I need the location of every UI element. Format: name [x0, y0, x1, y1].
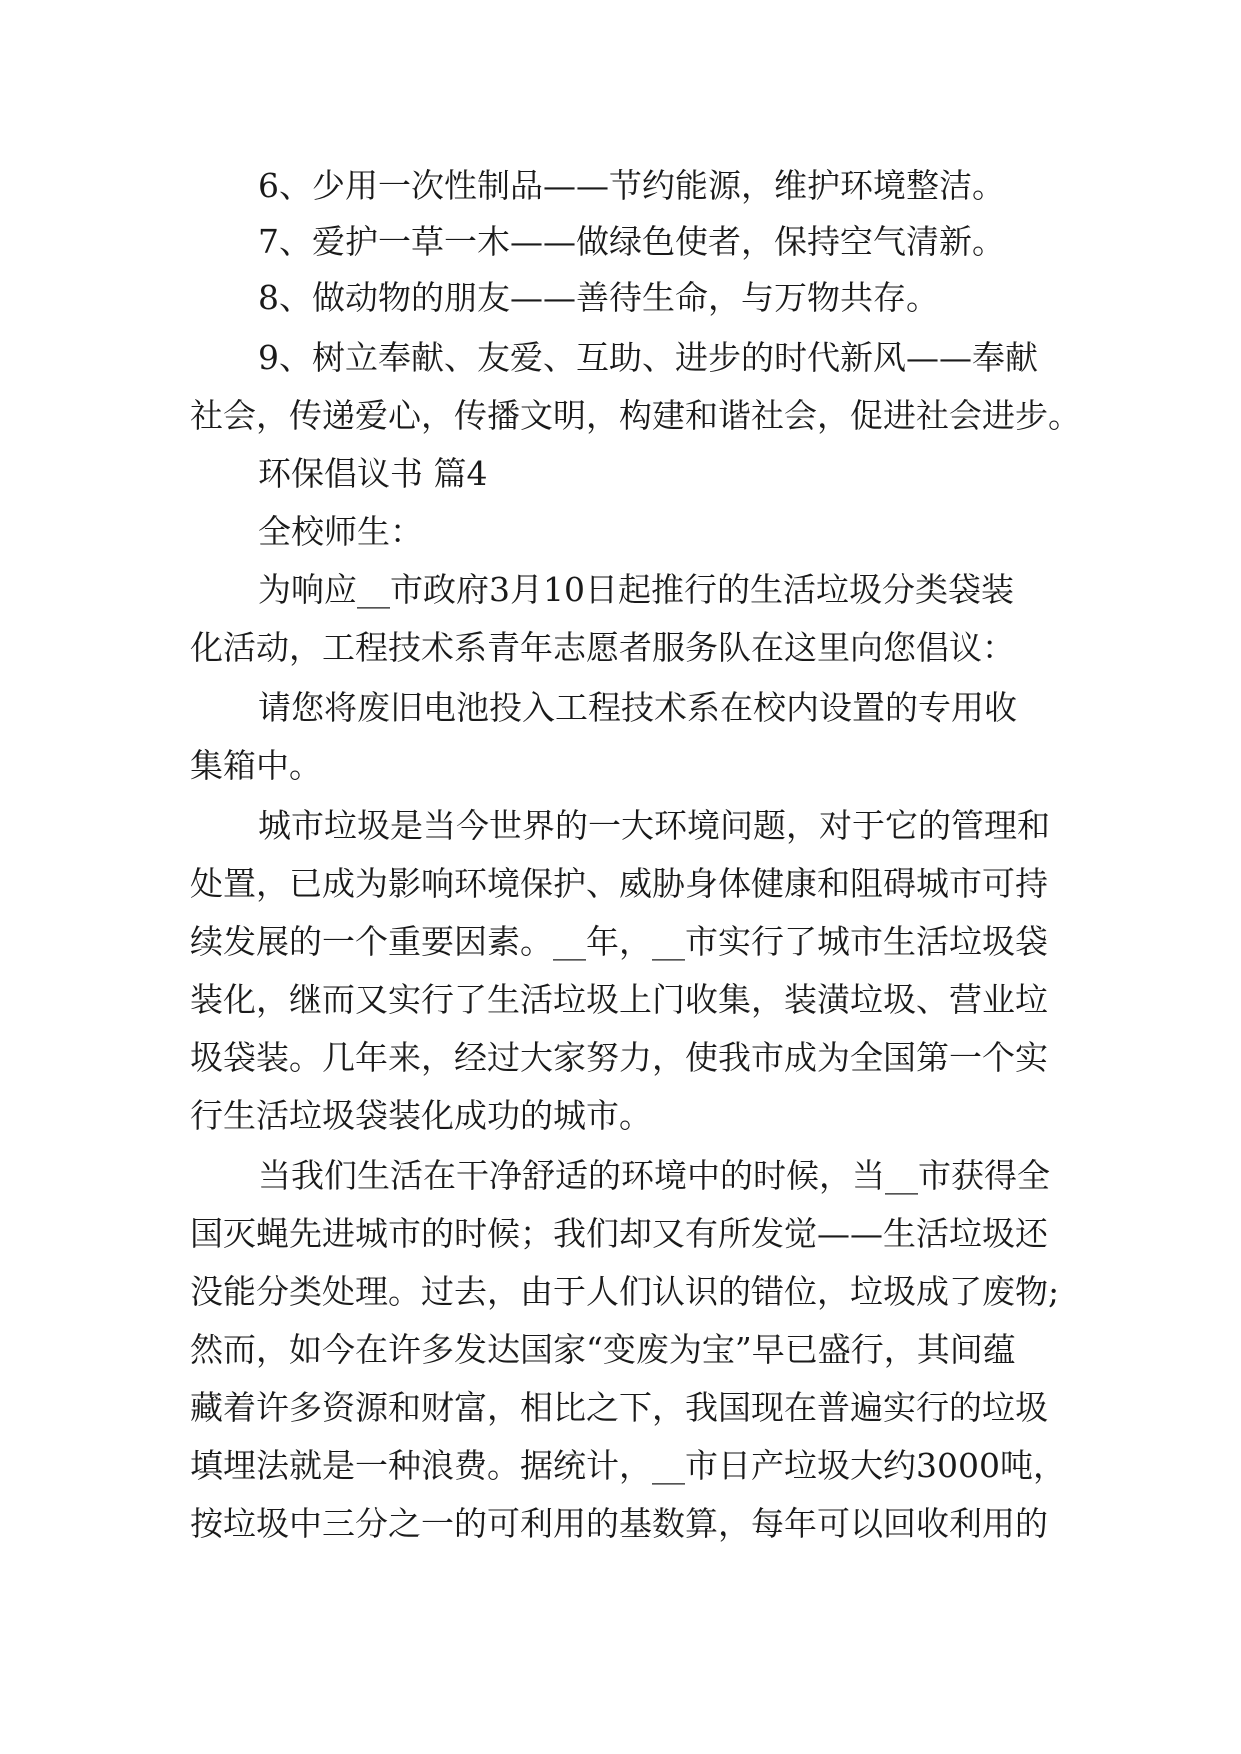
section-heading: 环保倡议书 篇4 [258, 454, 488, 493]
text-line: 没能分类处理。过去，由于人们认识的错位，垃圾成了废物; [190, 1272, 1060, 1311]
text-line: 化活动，工程技术系青年志愿者服务队在这里向您倡议： [190, 628, 1015, 667]
text-line: 请您将废旧电池投入工程技术系在校内设置的专用收 [258, 688, 1017, 727]
text-line: 集箱中。 [190, 746, 322, 785]
text-line: 7、爱护一草一木——做绿色使者，保持空气清新。 [258, 222, 1005, 261]
text-line: 圾袋装。几年来，经过大家努力，使我市成为全国第一个实 [190, 1038, 1048, 1077]
text-line: 处置，已成为影响环境保护、威胁身体健康和阻碍城市可持 [190, 864, 1048, 903]
salutation: 全校师生： [258, 512, 423, 551]
text-line: 6、少用一次性制品——节约能源，维护环境整洁。 [258, 166, 1005, 205]
text-line: 续发展的一个重要因素。__年，__市实行了城市生活垃圾袋 [190, 922, 1048, 961]
text-line: 9、树立奉献、友爱、互助、进步的时代新风——奉献 [258, 338, 1038, 377]
text-line: 填埋法就是一种浪费。据统计，__市日产垃圾大约3000吨， [190, 1446, 1066, 1485]
text-line: 当我们生活在干净舒适的环境中的时候，当__市获得全 [258, 1156, 1050, 1195]
text-line: 国灭蝇先进城市的时候；我们却又有所发觉——生活垃圾还 [190, 1214, 1048, 1253]
text-line: 然而，如今在许多发达国家“变废为宝”早已盛行，其间蕴 [190, 1330, 1016, 1369]
text-line: 行生活垃圾袋装化成功的城市。 [190, 1096, 652, 1135]
text-line: 8、做动物的朋友——善待生命，与万物共存。 [258, 278, 939, 317]
text-line: 藏着许多资源和财富，相比之下，我国现在普遍实行的垃圾 [190, 1388, 1048, 1427]
text-line: 按垃圾中三分之一的可利用的基数算，每年可以回收利用的 [190, 1504, 1048, 1543]
text-line: 为响应__市政府3月10日起推行的生活垃圾分类袋装 [258, 570, 1014, 609]
text-line: 装化，继而又实行了生活垃圾上门收集，装潢垃圾、营业垃 [190, 980, 1048, 1019]
text-line: 社会，传递爱心，传播文明，构建和谐社会，促进社会进步。 [190, 396, 1081, 435]
text-line: 城市垃圾是当今世界的一大环境问题，对于它的管理和 [258, 806, 1050, 845]
